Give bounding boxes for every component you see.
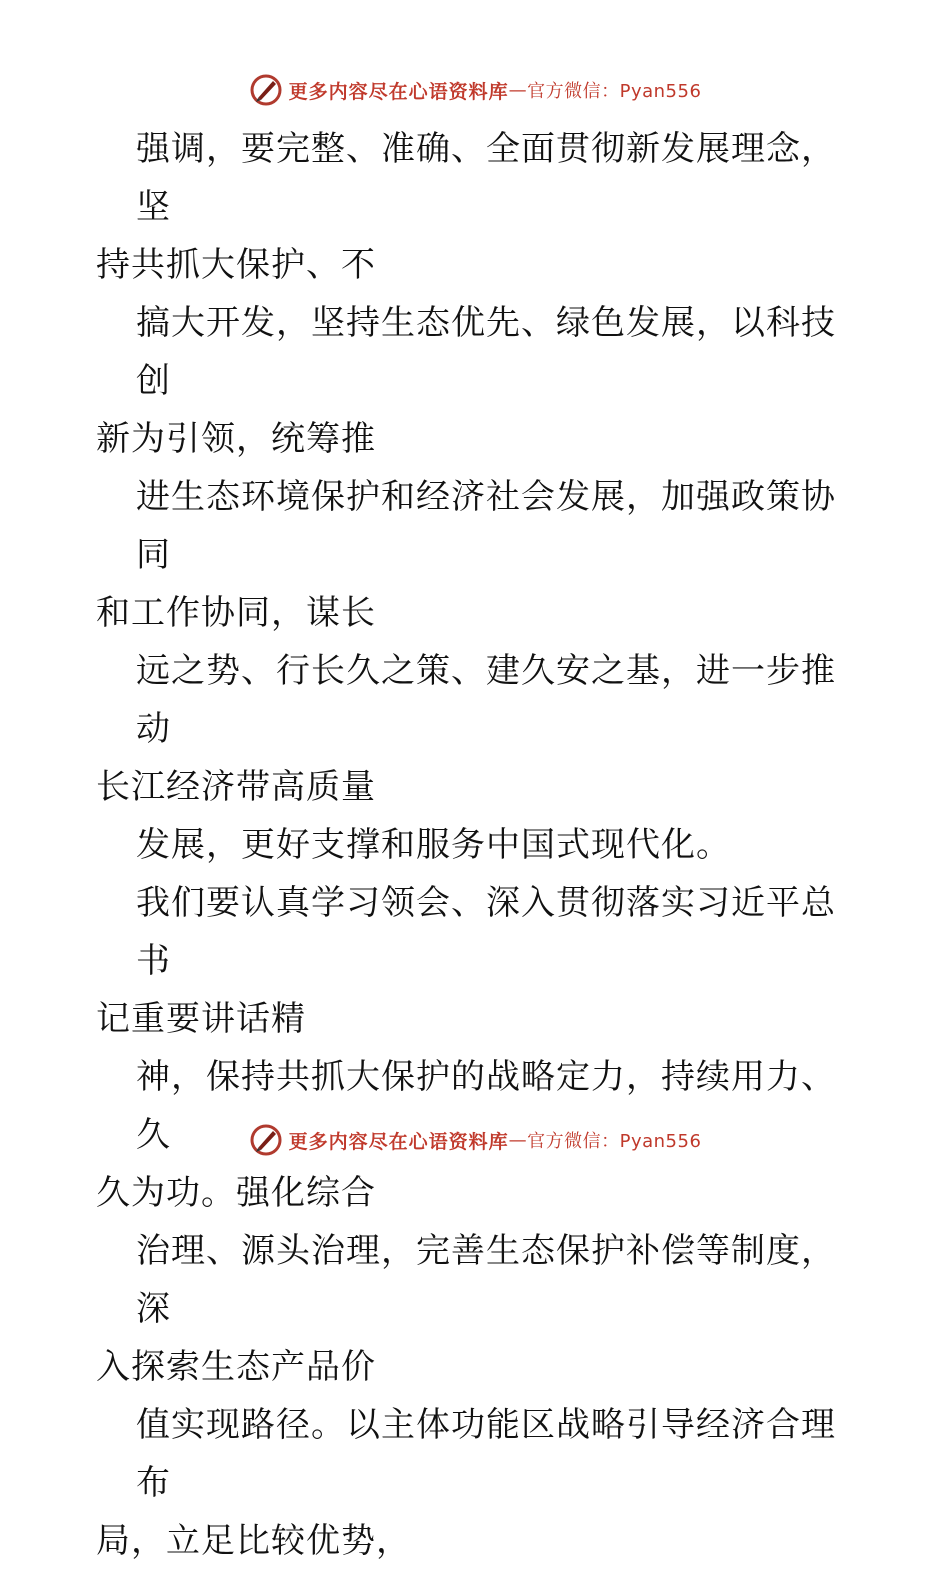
paragraph-line: 远之势、行长久之策、建久安之基，进一步推动	[136, 651, 836, 749]
paragraph-line: 搞大开发，坚持生态优先、绿色发展，以科技创	[136, 303, 836, 401]
paragraph-line: 发展，更好支撑和服务中国式现代化。	[136, 825, 731, 865]
paragraph-line: 强调，要完整、准确、全面贯彻新发展理念，坚	[136, 129, 836, 227]
paragraph	[96, 468, 866, 642]
quill-pen-logo-icon	[249, 1123, 283, 1157]
paragraph	[96, 120, 866, 294]
quill-pen-logo-icon	[249, 73, 283, 107]
footer-banner	[0, 1120, 950, 1160]
paragraph-line: 入探索生态产品价	[96, 1347, 376, 1387]
banner-brand-text: 更多内容尽在心语资料库	[288, 80, 509, 103]
banner-separator: —	[508, 79, 528, 101]
paragraph-line: 久为功。强化综合	[96, 1173, 376, 1213]
paragraph-line: 我们要认真学习领会、深入贯彻落实习近平总书	[136, 883, 836, 981]
paragraph-line: 记重要讲话精	[96, 999, 306, 1039]
header-banner	[0, 70, 950, 110]
paragraph-line: 新为引领，统筹推	[96, 419, 376, 459]
paragraph-line: 局，立足比较优势，	[96, 1521, 411, 1561]
banner-separator: —	[508, 1129, 528, 1151]
paragraph-line: 治理、源头治理，完善生态保护补偿等制度，深	[136, 1231, 836, 1329]
document-body	[96, 120, 866, 1570]
banner-contact-text: 官方微信：Pyan556	[527, 81, 702, 102]
paragraph-line: 长江经济带高质量	[96, 767, 376, 807]
paragraph	[96, 1222, 866, 1396]
paragraph	[96, 294, 866, 468]
paragraph	[96, 642, 866, 816]
paragraph	[96, 1396, 866, 1570]
paragraph	[96, 874, 866, 1048]
paragraph-line: 神，保持共抓大保护的战略定力，持续用力、久	[136, 1057, 836, 1155]
paragraph-line: 持共抓大保护、不	[96, 245, 376, 285]
paragraph-line: 进生态环境保护和经济社会发展，加强政策协同	[136, 477, 836, 575]
paragraph-line: 值实现路径。以主体功能区战略引导经济合理布	[136, 1405, 836, 1503]
paragraph-line: 和工作协同，谋长	[96, 593, 376, 633]
banner-brand-text: 更多内容尽在心语资料库	[288, 1130, 509, 1153]
banner-contact-text: 官方微信：Pyan556	[527, 1131, 702, 1152]
paragraph	[96, 816, 866, 874]
